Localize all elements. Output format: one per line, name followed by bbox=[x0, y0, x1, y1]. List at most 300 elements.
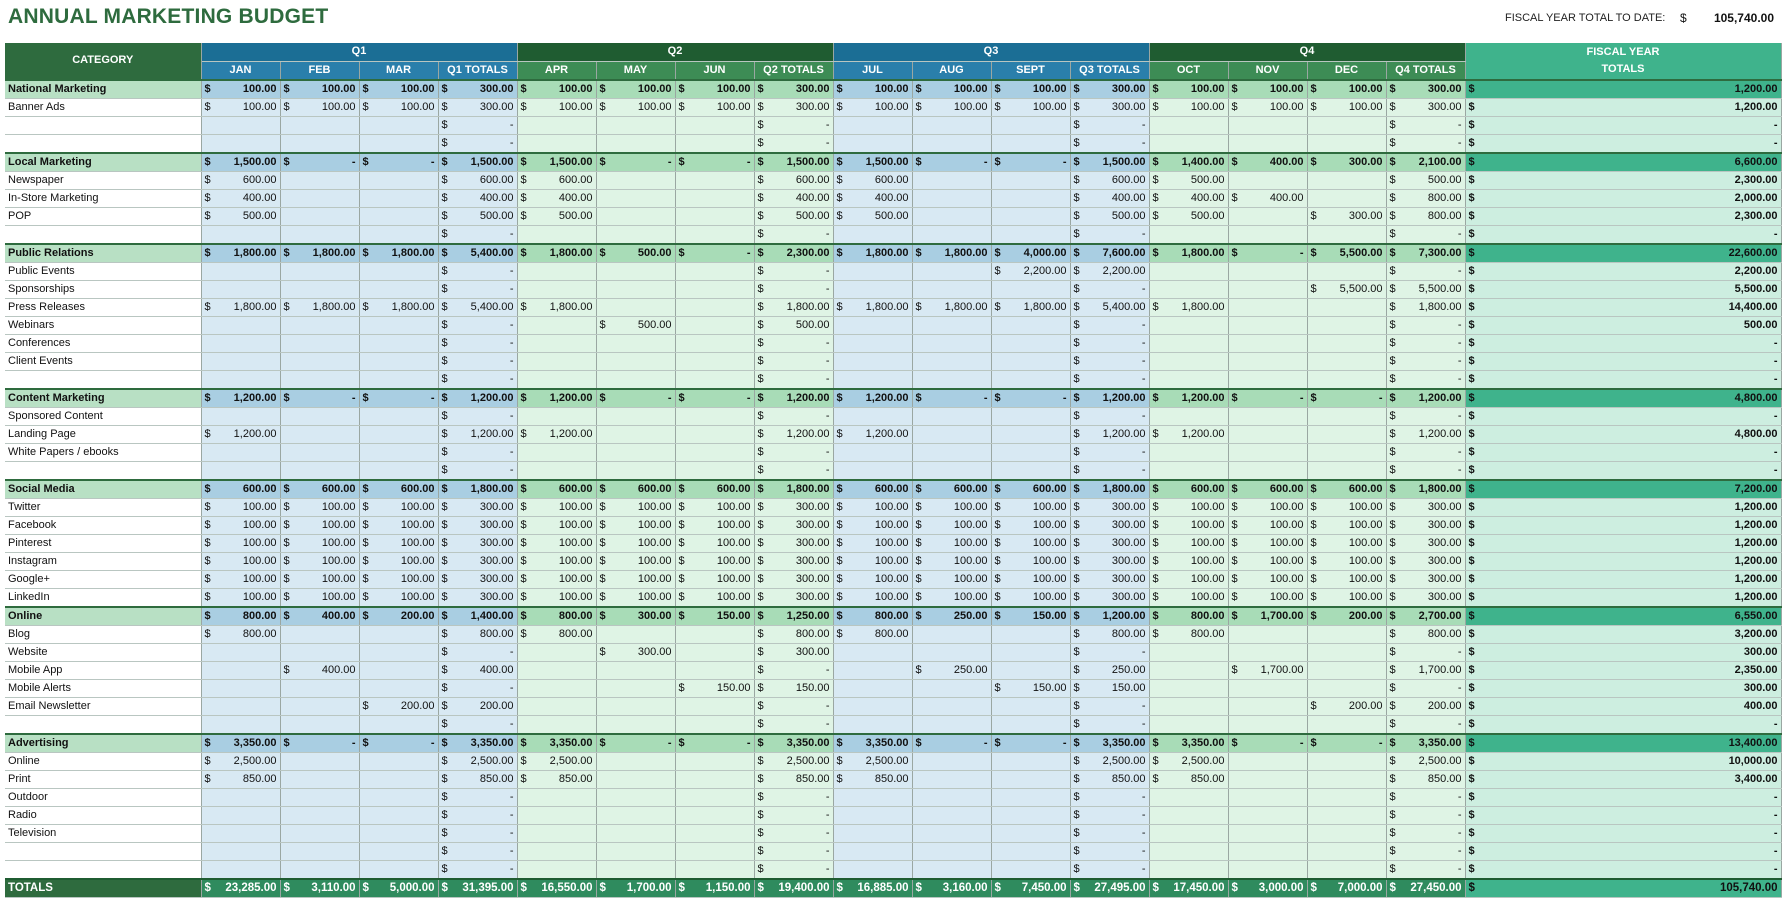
budget-cell[interactable] bbox=[280, 461, 359, 480]
budget-cell[interactable] bbox=[675, 80, 754, 99]
budget-cell[interactable] bbox=[280, 244, 359, 263]
budget-cell[interactable] bbox=[991, 389, 1070, 408]
budget-cell[interactable] bbox=[359, 607, 438, 626]
budget-cell[interactable] bbox=[1149, 116, 1228, 134]
budget-cell[interactable] bbox=[912, 407, 991, 425]
budget-cell[interactable] bbox=[280, 643, 359, 661]
budget-cell[interactable] bbox=[833, 280, 912, 298]
budget-cell[interactable] bbox=[280, 607, 359, 626]
budget-cell[interactable] bbox=[675, 498, 754, 516]
category-cell[interactable]: Blog bbox=[5, 625, 201, 643]
budget-cell[interactable] bbox=[1149, 697, 1228, 715]
total-cell[interactable] bbox=[359, 879, 438, 898]
budget-cell[interactable] bbox=[1307, 552, 1386, 570]
budget-cell[interactable] bbox=[1070, 334, 1149, 352]
budget-cell[interactable] bbox=[359, 752, 438, 770]
budget-cell[interactable] bbox=[280, 860, 359, 879]
budget-cell[interactable] bbox=[1386, 552, 1465, 570]
budget-cell[interactable] bbox=[1070, 824, 1149, 842]
budget-cell[interactable] bbox=[359, 425, 438, 443]
budget-cell[interactable] bbox=[991, 262, 1070, 280]
budget-cell[interactable] bbox=[754, 498, 833, 516]
budget-cell[interactable] bbox=[1465, 370, 1781, 389]
total-cell[interactable] bbox=[1386, 879, 1465, 898]
budget-cell[interactable] bbox=[912, 860, 991, 879]
budget-cell[interactable] bbox=[201, 734, 280, 753]
budget-cell[interactable] bbox=[1228, 552, 1307, 570]
budget-cell[interactable] bbox=[1386, 480, 1465, 499]
budget-cell[interactable] bbox=[912, 607, 991, 626]
budget-cell[interactable] bbox=[1465, 770, 1781, 788]
budget-cell[interactable] bbox=[359, 842, 438, 860]
budget-cell[interactable] bbox=[675, 607, 754, 626]
budget-cell[interactable] bbox=[1149, 770, 1228, 788]
category-cell[interactable]: Radio bbox=[5, 806, 201, 824]
budget-cell[interactable] bbox=[1228, 298, 1307, 316]
budget-cell[interactable] bbox=[833, 752, 912, 770]
budget-cell[interactable] bbox=[1465, 552, 1781, 570]
budget-cell[interactable] bbox=[1386, 262, 1465, 280]
total-cell[interactable] bbox=[596, 879, 675, 898]
budget-cell[interactable] bbox=[1228, 480, 1307, 499]
budget-cell[interactable] bbox=[675, 280, 754, 298]
budget-cell[interactable] bbox=[438, 116, 517, 134]
budget-cell[interactable] bbox=[675, 806, 754, 824]
budget-cell[interactable] bbox=[991, 570, 1070, 588]
budget-cell[interactable] bbox=[754, 334, 833, 352]
budget-cell[interactable] bbox=[1386, 570, 1465, 588]
budget-cell[interactable] bbox=[991, 607, 1070, 626]
budget-cell[interactable] bbox=[596, 370, 675, 389]
budget-cell[interactable] bbox=[1228, 189, 1307, 207]
budget-cell[interactable] bbox=[833, 389, 912, 408]
budget-cell[interactable] bbox=[991, 588, 1070, 607]
budget-cell[interactable] bbox=[1149, 352, 1228, 370]
budget-cell[interactable] bbox=[517, 516, 596, 534]
budget-cell[interactable] bbox=[438, 316, 517, 334]
budget-cell[interactable] bbox=[833, 334, 912, 352]
budget-cell[interactable] bbox=[991, 298, 1070, 316]
budget-cell[interactable] bbox=[280, 298, 359, 316]
category-cell[interactable]: Press Releases bbox=[5, 298, 201, 316]
budget-cell[interactable] bbox=[280, 770, 359, 788]
budget-cell[interactable] bbox=[1307, 280, 1386, 298]
budget-cell[interactable] bbox=[991, 407, 1070, 425]
budget-cell[interactable] bbox=[912, 734, 991, 753]
budget-cell[interactable] bbox=[754, 770, 833, 788]
budget-cell[interactable] bbox=[280, 806, 359, 824]
budget-cell[interactable] bbox=[1465, 262, 1781, 280]
budget-cell[interactable] bbox=[1386, 389, 1465, 408]
budget-cell[interactable] bbox=[1228, 171, 1307, 189]
budget-cell[interactable] bbox=[1149, 189, 1228, 207]
budget-cell[interactable] bbox=[280, 207, 359, 225]
budget-cell[interactable] bbox=[1070, 534, 1149, 552]
quarter-header-q3[interactable]: Q3 bbox=[833, 43, 1149, 61]
budget-cell[interactable] bbox=[833, 498, 912, 516]
month-header-sept[interactable]: SEPT bbox=[991, 61, 1070, 80]
budget-cell[interactable] bbox=[1149, 860, 1228, 879]
budget-cell[interactable] bbox=[596, 860, 675, 879]
budget-cell[interactable] bbox=[912, 389, 991, 408]
budget-cell[interactable] bbox=[517, 189, 596, 207]
budget-cell[interactable] bbox=[201, 280, 280, 298]
budget-cell[interactable] bbox=[201, 425, 280, 443]
budget-cell[interactable] bbox=[280, 588, 359, 607]
budget-cell[interactable] bbox=[438, 770, 517, 788]
budget-cell[interactable] bbox=[754, 262, 833, 280]
budget-cell[interactable] bbox=[1465, 171, 1781, 189]
budget-cell[interactable] bbox=[1307, 153, 1386, 172]
budget-cell[interactable] bbox=[1228, 842, 1307, 860]
category-cell[interactable]: Television bbox=[5, 824, 201, 842]
budget-cell[interactable] bbox=[1070, 498, 1149, 516]
budget-cell[interactable] bbox=[912, 244, 991, 263]
quarter-header-q4[interactable]: Q4 bbox=[1149, 43, 1465, 61]
budget-cell[interactable] bbox=[1386, 661, 1465, 679]
budget-cell[interactable] bbox=[833, 225, 912, 244]
budget-cell[interactable] bbox=[1307, 407, 1386, 425]
budget-cell[interactable] bbox=[201, 262, 280, 280]
budget-cell[interactable] bbox=[1386, 334, 1465, 352]
total-cell[interactable] bbox=[201, 879, 280, 898]
budget-cell[interactable] bbox=[912, 625, 991, 643]
budget-cell[interactable] bbox=[438, 207, 517, 225]
budget-cell[interactable] bbox=[833, 244, 912, 263]
budget-cell[interactable] bbox=[517, 80, 596, 99]
budget-cell[interactable] bbox=[1070, 443, 1149, 461]
budget-cell[interactable] bbox=[1228, 788, 1307, 806]
budget-cell[interactable] bbox=[1386, 207, 1465, 225]
budget-cell[interactable] bbox=[201, 679, 280, 697]
budget-cell[interactable] bbox=[517, 370, 596, 389]
budget-cell[interactable] bbox=[201, 661, 280, 679]
budget-cell[interactable] bbox=[675, 207, 754, 225]
budget-cell[interactable] bbox=[280, 80, 359, 99]
budget-cell[interactable] bbox=[517, 643, 596, 661]
budget-cell[interactable] bbox=[1228, 752, 1307, 770]
budget-cell[interactable] bbox=[912, 697, 991, 715]
budget-cell[interactable] bbox=[754, 352, 833, 370]
budget-cell[interactable] bbox=[754, 316, 833, 334]
category-cell[interactable]: Facebook bbox=[5, 516, 201, 534]
column-header-fiscal-year-totals[interactable] bbox=[1465, 43, 1781, 80]
budget-cell[interactable] bbox=[596, 570, 675, 588]
budget-cell[interactable] bbox=[912, 752, 991, 770]
budget-cell[interactable] bbox=[201, 171, 280, 189]
budget-cell[interactable] bbox=[438, 407, 517, 425]
budget-cell[interactable] bbox=[359, 480, 438, 499]
budget-cell[interactable] bbox=[833, 98, 912, 116]
budget-cell[interactable] bbox=[517, 389, 596, 408]
budget-cell[interactable] bbox=[1070, 661, 1149, 679]
budget-cell[interactable] bbox=[359, 679, 438, 697]
budget-cell[interactable] bbox=[201, 153, 280, 172]
budget-cell[interactable] bbox=[1228, 607, 1307, 626]
budget-cell[interactable] bbox=[517, 134, 596, 153]
budget-cell[interactable] bbox=[675, 461, 754, 480]
budget-cell[interactable] bbox=[912, 588, 991, 607]
category-cell[interactable] bbox=[5, 370, 201, 389]
budget-cell[interactable] bbox=[1386, 189, 1465, 207]
budget-cell[interactable] bbox=[596, 153, 675, 172]
budget-cell[interactable] bbox=[1465, 715, 1781, 734]
budget-cell[interactable] bbox=[675, 697, 754, 715]
budget-cell[interactable] bbox=[438, 225, 517, 244]
budget-cell[interactable] bbox=[991, 480, 1070, 499]
budget-cell[interactable] bbox=[438, 534, 517, 552]
budget-cell[interactable] bbox=[1149, 153, 1228, 172]
budget-cell[interactable] bbox=[675, 552, 754, 570]
budget-cell[interactable] bbox=[1386, 770, 1465, 788]
budget-cell[interactable] bbox=[438, 715, 517, 734]
budget-cell[interactable] bbox=[1465, 570, 1781, 588]
budget-cell[interactable] bbox=[1386, 516, 1465, 534]
budget-cell[interactable] bbox=[833, 298, 912, 316]
budget-cell[interactable] bbox=[675, 860, 754, 879]
budget-cell[interactable] bbox=[359, 316, 438, 334]
budget-cell[interactable] bbox=[912, 370, 991, 389]
budget-cell[interactable] bbox=[201, 552, 280, 570]
budget-cell[interactable] bbox=[1228, 697, 1307, 715]
budget-cell[interactable] bbox=[201, 298, 280, 316]
budget-cell[interactable] bbox=[1149, 334, 1228, 352]
budget-cell[interactable] bbox=[280, 334, 359, 352]
budget-cell[interactable] bbox=[991, 788, 1070, 806]
budget-cell[interactable] bbox=[438, 679, 517, 697]
budget-cell[interactable] bbox=[1465, 134, 1781, 153]
budget-cell[interactable] bbox=[280, 189, 359, 207]
budget-cell[interactable] bbox=[912, 153, 991, 172]
budget-cell[interactable] bbox=[1149, 443, 1228, 461]
budget-cell[interactable] bbox=[1149, 715, 1228, 734]
budget-cell[interactable] bbox=[754, 697, 833, 715]
budget-cell[interactable] bbox=[754, 734, 833, 753]
quarter-total-header-q4[interactable]: Q4 TOTALS bbox=[1386, 61, 1465, 80]
budget-cell[interactable] bbox=[1386, 461, 1465, 480]
budget-cell[interactable] bbox=[280, 752, 359, 770]
total-cell[interactable] bbox=[280, 879, 359, 898]
budget-cell[interactable] bbox=[1465, 461, 1781, 480]
budget-cell[interactable] bbox=[517, 480, 596, 499]
budget-cell[interactable] bbox=[1228, 588, 1307, 607]
budget-cell[interactable] bbox=[912, 461, 991, 480]
budget-cell[interactable] bbox=[1386, 643, 1465, 661]
budget-cell[interactable] bbox=[1386, 824, 1465, 842]
budget-cell[interactable] bbox=[1070, 153, 1149, 172]
category-cell[interactable]: POP bbox=[5, 207, 201, 225]
budget-cell[interactable] bbox=[517, 153, 596, 172]
category-cell[interactable]: White Papers / ebooks bbox=[5, 443, 201, 461]
category-cell[interactable]: Twitter bbox=[5, 498, 201, 516]
budget-cell[interactable] bbox=[833, 407, 912, 425]
budget-cell[interactable] bbox=[1149, 643, 1228, 661]
budget-cell[interactable] bbox=[517, 842, 596, 860]
budget-cell[interactable] bbox=[201, 788, 280, 806]
budget-cell[interactable] bbox=[1228, 280, 1307, 298]
budget-cell[interactable] bbox=[1228, 334, 1307, 352]
budget-cell[interactable] bbox=[675, 679, 754, 697]
budget-cell[interactable] bbox=[1307, 697, 1386, 715]
budget-cell[interactable] bbox=[1070, 407, 1149, 425]
budget-cell[interactable] bbox=[1307, 244, 1386, 263]
budget-cell[interactable] bbox=[675, 788, 754, 806]
budget-cell[interactable] bbox=[991, 316, 1070, 334]
budget-cell[interactable] bbox=[1465, 407, 1781, 425]
budget-cell[interactable] bbox=[1307, 334, 1386, 352]
budget-cell[interactable] bbox=[991, 443, 1070, 461]
budget-cell[interactable] bbox=[359, 407, 438, 425]
budget-cell[interactable] bbox=[1228, 425, 1307, 443]
budget-cell[interactable] bbox=[1149, 679, 1228, 697]
budget-cell[interactable] bbox=[280, 625, 359, 643]
budget-cell[interactable] bbox=[1070, 806, 1149, 824]
budget-cell[interactable] bbox=[1465, 752, 1781, 770]
budget-cell[interactable] bbox=[833, 697, 912, 715]
budget-cell[interactable] bbox=[359, 715, 438, 734]
budget-cell[interactable] bbox=[438, 516, 517, 534]
budget-cell[interactable] bbox=[833, 171, 912, 189]
budget-cell[interactable] bbox=[517, 679, 596, 697]
budget-cell[interactable] bbox=[1386, 860, 1465, 879]
budget-cell[interactable] bbox=[201, 806, 280, 824]
budget-cell[interactable] bbox=[201, 715, 280, 734]
budget-cell[interactable] bbox=[359, 534, 438, 552]
category-cell[interactable] bbox=[5, 134, 201, 153]
budget-cell[interactable] bbox=[754, 461, 833, 480]
budget-cell[interactable] bbox=[1070, 134, 1149, 153]
budget-cell[interactable] bbox=[1307, 134, 1386, 153]
budget-cell[interactable] bbox=[1149, 134, 1228, 153]
budget-cell[interactable] bbox=[1228, 570, 1307, 588]
budget-cell[interactable] bbox=[1070, 316, 1149, 334]
budget-cell[interactable] bbox=[1386, 588, 1465, 607]
budget-cell[interactable] bbox=[517, 407, 596, 425]
total-cell[interactable] bbox=[1307, 879, 1386, 898]
budget-cell[interactable] bbox=[1307, 570, 1386, 588]
budget-cell[interactable] bbox=[359, 334, 438, 352]
budget-cell[interactable] bbox=[596, 316, 675, 334]
budget-cell[interactable] bbox=[833, 570, 912, 588]
budget-cell[interactable] bbox=[754, 134, 833, 153]
budget-cell[interactable] bbox=[1465, 389, 1781, 408]
category-cell[interactable] bbox=[5, 860, 201, 879]
budget-cell[interactable] bbox=[1149, 824, 1228, 842]
budget-cell[interactable] bbox=[1149, 480, 1228, 499]
budget-cell[interactable] bbox=[754, 280, 833, 298]
budget-cell[interactable] bbox=[675, 715, 754, 734]
budget-cell[interactable] bbox=[675, 770, 754, 788]
budget-cell[interactable] bbox=[517, 824, 596, 842]
budget-cell[interactable] bbox=[1465, 244, 1781, 263]
budget-cell[interactable] bbox=[1149, 280, 1228, 298]
budget-cell[interactable] bbox=[991, 534, 1070, 552]
budget-cell[interactable] bbox=[1070, 98, 1149, 116]
budget-cell[interactable] bbox=[1149, 734, 1228, 753]
section-category-cell[interactable]: Local Marketing bbox=[5, 153, 201, 172]
month-header-may[interactable]: MAY bbox=[596, 61, 675, 80]
budget-cell[interactable] bbox=[1465, 80, 1781, 99]
budget-cell[interactable] bbox=[1386, 734, 1465, 753]
budget-cell[interactable] bbox=[1465, 189, 1781, 207]
budget-cell[interactable] bbox=[1228, 498, 1307, 516]
budget-cell[interactable] bbox=[912, 534, 991, 552]
budget-cell[interactable] bbox=[280, 516, 359, 534]
total-cell[interactable] bbox=[912, 879, 991, 898]
budget-cell[interactable] bbox=[359, 588, 438, 607]
category-cell[interactable] bbox=[5, 715, 201, 734]
budget-cell[interactable] bbox=[596, 516, 675, 534]
budget-cell[interactable] bbox=[1386, 697, 1465, 715]
month-header-feb[interactable]: FEB bbox=[280, 61, 359, 80]
budget-cell[interactable] bbox=[912, 443, 991, 461]
category-cell[interactable] bbox=[5, 225, 201, 244]
budget-cell[interactable] bbox=[1307, 734, 1386, 753]
budget-cell[interactable] bbox=[201, 607, 280, 626]
budget-cell[interactable] bbox=[991, 244, 1070, 263]
budget-cell[interactable] bbox=[675, 244, 754, 263]
budget-cell[interactable] bbox=[991, 80, 1070, 99]
budget-cell[interactable] bbox=[1307, 443, 1386, 461]
budget-cell[interactable] bbox=[1307, 625, 1386, 643]
budget-cell[interactable] bbox=[280, 443, 359, 461]
budget-cell[interactable] bbox=[912, 679, 991, 697]
budget-cell[interactable] bbox=[359, 643, 438, 661]
budget-cell[interactable] bbox=[1149, 225, 1228, 244]
budget-cell[interactable] bbox=[1386, 316, 1465, 334]
budget-cell[interactable] bbox=[1149, 552, 1228, 570]
budget-cell[interactable] bbox=[991, 225, 1070, 244]
totals-label[interactable]: TOTALS bbox=[5, 879, 201, 898]
budget-cell[interactable] bbox=[438, 153, 517, 172]
budget-cell[interactable] bbox=[1307, 98, 1386, 116]
budget-cell[interactable] bbox=[991, 806, 1070, 824]
budget-cell[interactable] bbox=[1070, 607, 1149, 626]
budget-cell[interactable] bbox=[991, 280, 1070, 298]
budget-cell[interactable] bbox=[833, 824, 912, 842]
budget-cell[interactable] bbox=[517, 788, 596, 806]
quarter-header-q2[interactable]: Q2 bbox=[517, 43, 833, 61]
budget-cell[interactable] bbox=[438, 643, 517, 661]
budget-cell[interactable] bbox=[1307, 480, 1386, 499]
budget-cell[interactable] bbox=[1149, 316, 1228, 334]
budget-cell[interactable] bbox=[438, 570, 517, 588]
budget-cell[interactable] bbox=[912, 643, 991, 661]
budget-cell[interactable] bbox=[280, 697, 359, 715]
budget-cell[interactable] bbox=[675, 425, 754, 443]
budget-cell[interactable] bbox=[596, 498, 675, 516]
budget-cell[interactable] bbox=[675, 570, 754, 588]
budget-cell[interactable] bbox=[1228, 316, 1307, 334]
budget-cell[interactable] bbox=[1149, 625, 1228, 643]
category-cell[interactable]: Banner Ads bbox=[5, 98, 201, 116]
budget-cell[interactable] bbox=[517, 588, 596, 607]
budget-cell[interactable] bbox=[833, 316, 912, 334]
budget-cell[interactable] bbox=[754, 298, 833, 316]
budget-cell[interactable] bbox=[1465, 225, 1781, 244]
budget-cell[interactable] bbox=[754, 370, 833, 389]
budget-cell[interactable] bbox=[1465, 588, 1781, 607]
budget-cell[interactable] bbox=[675, 189, 754, 207]
budget-cell[interactable] bbox=[1149, 370, 1228, 389]
budget-cell[interactable] bbox=[1228, 443, 1307, 461]
budget-cell[interactable] bbox=[675, 588, 754, 607]
budget-cell[interactable] bbox=[1465, 516, 1781, 534]
budget-cell[interactable] bbox=[833, 134, 912, 153]
month-header-jun[interactable]: JUN bbox=[675, 61, 754, 80]
budget-cell[interactable] bbox=[912, 225, 991, 244]
budget-cell[interactable] bbox=[1465, 788, 1781, 806]
